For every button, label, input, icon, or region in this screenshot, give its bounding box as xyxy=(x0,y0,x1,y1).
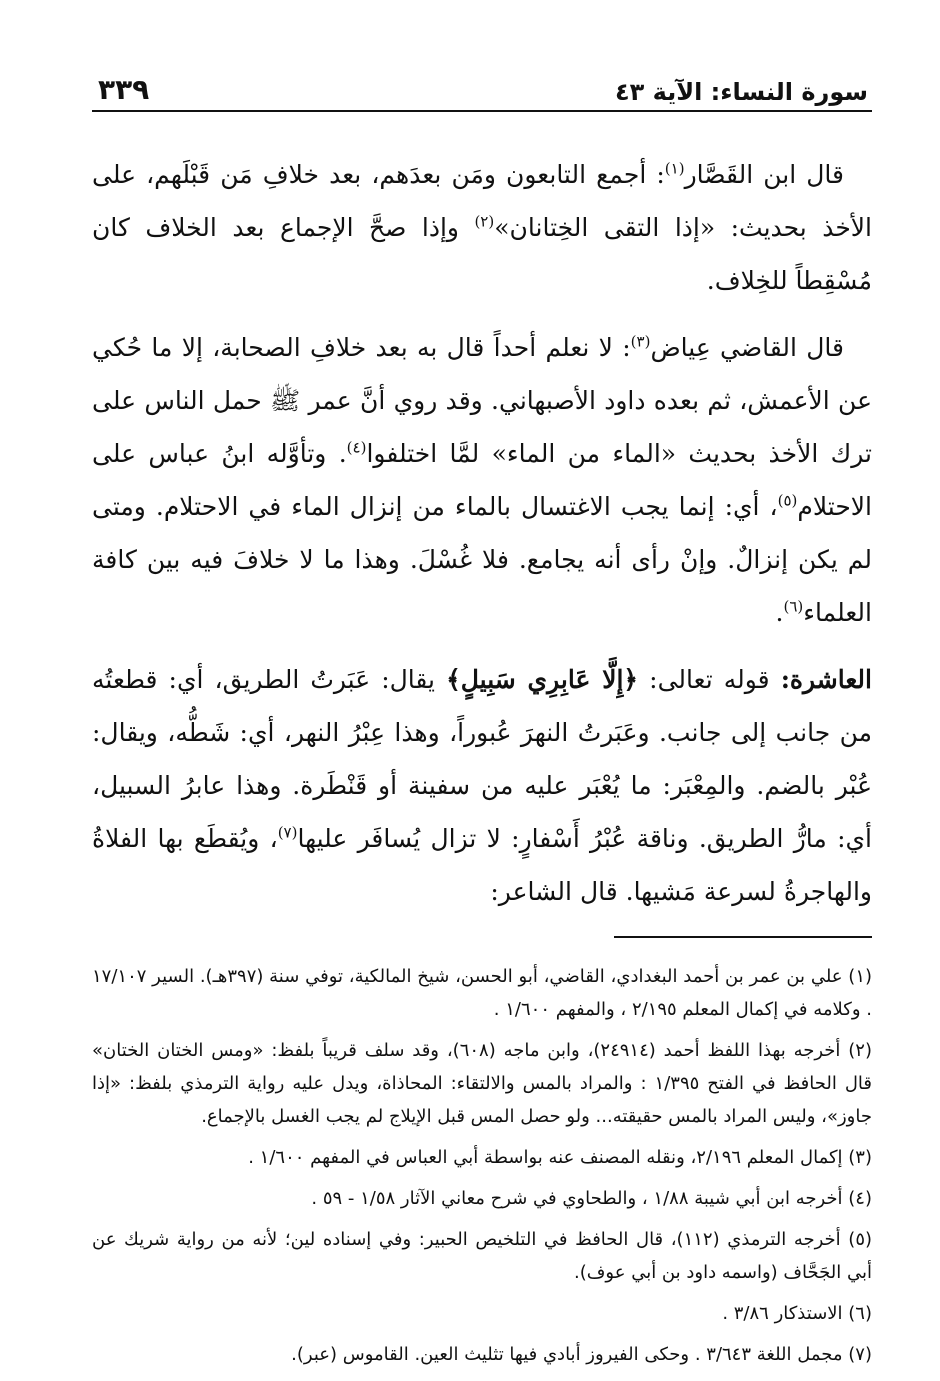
paragraph-tenth-issue: العاشرة: قوله تعالى: ﴿إِلَّا عَابِرِي سَبِيلٍ﴾ يقال: عَبَرتُ الطريق، أي: قطعتُه من جانب إلى جانب. وعَبَرتُ النهرَ عُبوراً، وهذا عِبْرُ النهر، أي: شَطُّه، ويقال: عُبْر بالضم. والمِعْبَر: ما يُعْبَر عليه من سفينة أو قَنْطَرة. وهذا عابرُ السبيل، أي: مارُّ الطريق. وناقة عُبْرُ أَسْفارٍ: لا تزال يُسافَر عليها$^{(٧)}$، ويُقطَع بها الفلاةُ والهاجرةُ لسرعة مَشيها. قال الشاعر: xyxy=(92,665,873,906)
footnote-7: (٧) مجمل اللغة ٣/٦٤٣ . وحكى الفيروز أبادي فيها تثليث العين. القاموس (عبر). xyxy=(291,1344,872,1365)
footnotes xyxy=(92,960,872,1371)
footnote-2: (٢) أخرجه بهذا اللفظ أحمد (٢٤٩١٤)، وابن ماجه (٦٠٨)، وقد سلف قريباً بلفظ: «ومس الختان الختان» قال الحافظ في الفتح ١/٣٩٥ : والمراد بالمس والالتقاء: المحاذاة، ويدل عليه رواية الترمذي بلفظ: «إذا جاوز»، وليس المراد بالمس حقيقته... ولو حصل المس قبل الإيلاج لم يجب الغسل بالإجماع. xyxy=(92,1040,872,1127)
footnote-ref-6: (٦) xyxy=(783,597,804,616)
footnote-4: (٤) أخرجه ابن أبي شيبة ١/٨٨ ، والطحاوي في شرح معاني الآثار ١/٥٨ - ٥٩ . xyxy=(311,1188,872,1209)
running-title: سورة النساء: الآية ٤٣ xyxy=(615,78,868,106)
footnote-3: (٣) إكمال المعلم ٢/١٩٦، ونقله المصنف عنه بواسطة أبي العباس في المفهم ١/٦٠٠ . xyxy=(248,1147,872,1168)
main-text xyxy=(92,148,872,918)
footnote-5: (٥) أخرجه الترمذي (١١٢)، قال الحافظ في التلخيص الحبير: وفي إسناده لين؛ لأنه من رواية شريك عن أبي الجَحَّاف (واسمه داود بن أبي عوف). xyxy=(92,1229,873,1283)
footnote-ref-1: (١) xyxy=(664,159,685,178)
book-page xyxy=(92,60,872,1379)
footnote-ref-3: (٣) xyxy=(630,332,651,351)
paragraph-qadi-iyad: قال القاضي عِياض$^{(٣)}$: لا نعلم أحداً قال به بعد خلافِ الصحابة، إلا ما حُكي عن الأعمش، ثم بعده داود الأصبهاني. وقد روي أنَّ عمر ﷺ حمل الناس على ترك الأخذ بحديث «الماء من الماء» لمَّا اختلفوا$^{(٤)}$. وتأوَّله ابنُ عباس على الاحتلام$^{(٥)}$، أي: إنما يجب الاغتسال بالماء من إنزال الماء في الاحتلام. ومتى لم يكن إنزالٌ. وإنْ رأى أنه يجامع. فلا غُسْلَ. وهذا ما لا خلافَ فيه بين كافة العلماء$^{(٦)}$. xyxy=(92,332,872,627)
paragraph-ibn-al-qassar: قال ابن القَصَّار$^{(١)}$: أجمع التابعون ومَن بعدَهم، بعد خلافِ مَن قَبْلَهم، على الأخذ بحديث: «إذا التقى الخِتانان»$^{(٢)}$ وإذا صحَّ الإجماع بعد الخلاف كان مُسْقِطاً للخِلاف. xyxy=(92,159,872,295)
footnote-ref-7: (٧) xyxy=(277,823,298,842)
page-number: ٣٣٩ xyxy=(98,73,150,106)
section-lead: العاشرة: xyxy=(780,665,872,694)
footnote-ref-2: (٢) xyxy=(474,212,495,231)
footnote-ref-5: (٥) xyxy=(777,491,798,510)
footnote-divider xyxy=(614,936,872,938)
footnote-ref-4: (٤) xyxy=(346,438,367,457)
quran-quote: ﴿إِلَّا عَابِرِي سَبِيلٍ﴾ xyxy=(446,665,639,694)
footnote-1: (١) علي بن عمر بن أحمد البغدادي، القاضي، أبو الحسن، شيخ المالكية، توفي سنة (٣٩٧هـ). السير ١٧/١٠٧ . وكلامه في إكمال المعلم ٢/١٩٥ ، والمفهم ١/٦٠٠ . xyxy=(92,966,873,1020)
running-header xyxy=(92,60,872,112)
footnote-6: (٦) الاستذكار ٣/٨٦ . xyxy=(722,1303,872,1324)
